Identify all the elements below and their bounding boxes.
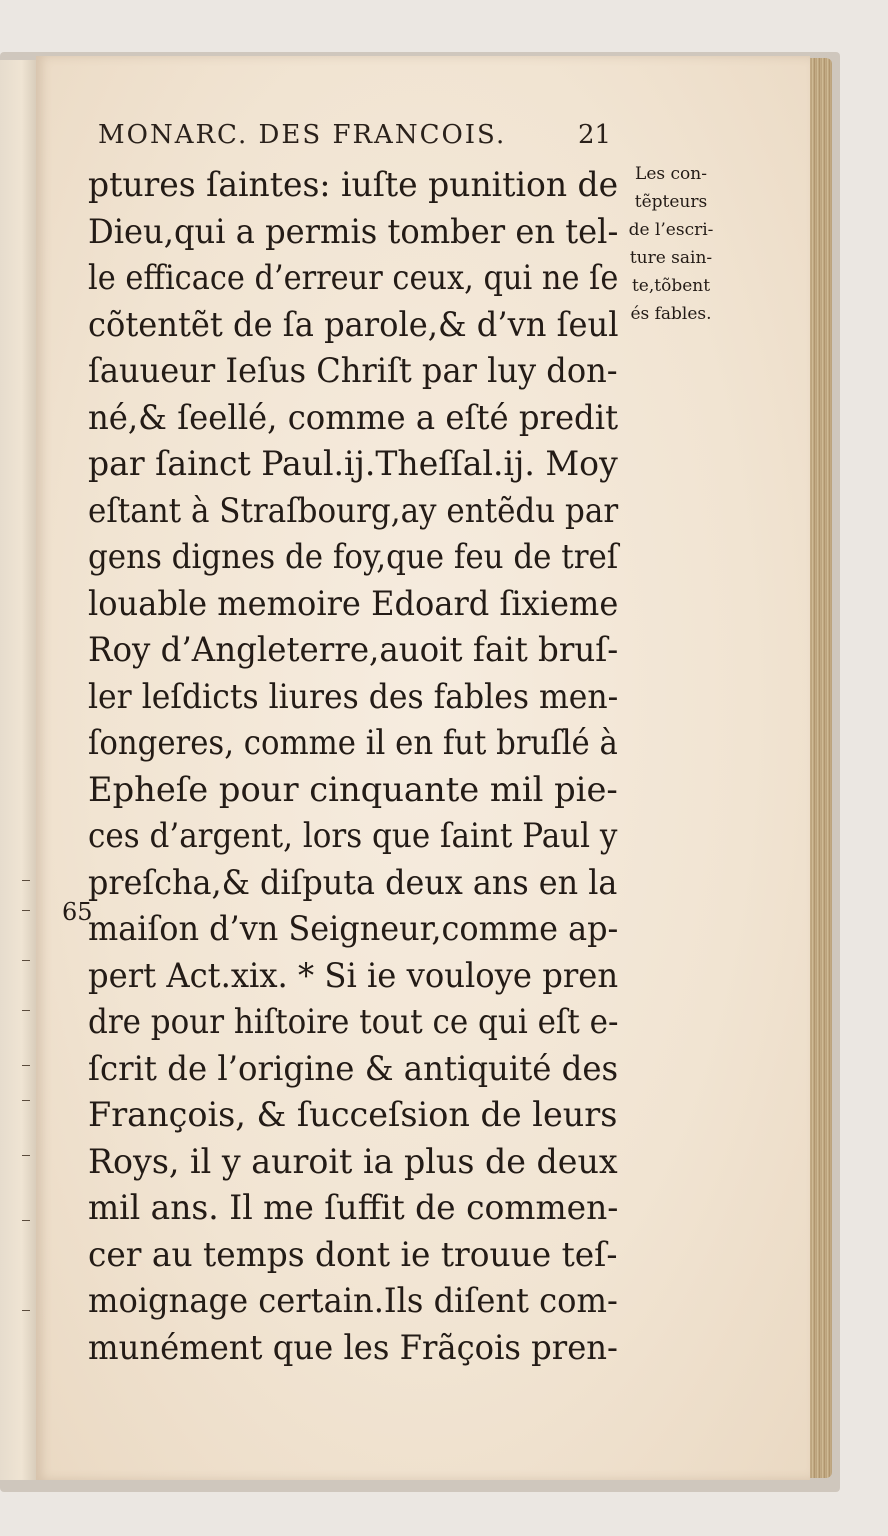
text-line: ces d’argent, lors que ſaint Paul y <box>88 816 618 856</box>
left-page-mark <box>22 1010 30 1011</box>
text-line: ſauueur Ieſus Chriſt par luy don- <box>88 351 618 391</box>
text-line: preſcha,& diſputa deux ans en la <box>88 862 618 903</box>
left-page-mark <box>22 960 30 961</box>
margin-note-line: ture sain- <box>629 248 713 268</box>
text-line: ſongeres, comme il en fut bruſlé à <box>88 723 618 763</box>
left-page-mark <box>22 1220 30 1221</box>
text-line: dre pour hiſtoire tout ce qui eſt e- <box>88 1002 619 1042</box>
margin-note-line: de l’escri- <box>628 220 714 240</box>
line-number-marker: 65 <box>62 898 93 926</box>
text-line: le efficace d’erreur ceux, qui ne ſe <box>88 258 619 298</box>
text-line: Epheſe pour cinquante mil pie- <box>88 769 618 810</box>
margin-note-line: Les con- <box>635 164 707 184</box>
left-page-mark <box>22 1310 30 1311</box>
text-line: ptures ſaintes: iuſte punition de <box>88 165 619 205</box>
text-line: Roy d’Angleterre,auoit fait bruſ- <box>88 630 619 670</box>
left-page-mark <box>22 1065 30 1066</box>
text-line: mil ans. Il me ſuffit de commen- <box>88 1188 619 1228</box>
text-line: gens dignes de foy,que feu de treſ <box>88 537 619 577</box>
text-line: Dieu,qui a permis tomber en tel- <box>88 211 619 252</box>
left-page-mark <box>22 910 30 911</box>
page-number: 21 <box>578 120 612 150</box>
left-page-mark <box>22 1155 30 1156</box>
text-line: pert Act.xix. * Si ie vouloye pren <box>88 955 619 996</box>
left-page-edge <box>0 60 38 1480</box>
text-line: Roys, il y auroit ia plus de deux <box>88 1141 618 1182</box>
text-line: par ſainct Paul.ij.Theſſal.ij. Moy <box>88 444 618 484</box>
text-line: né,& ſeellé, comme a eſté predit <box>88 397 619 438</box>
body-text <box>88 162 628 1371</box>
left-page-mark <box>22 880 30 881</box>
text-line: eſtant à Straſbourg,ay entẽdu par <box>88 490 619 531</box>
text-line: ler leſdicts liures des fables men- <box>88 676 619 717</box>
margin-note-line: és fables. <box>630 304 712 324</box>
text-line: ſcrit de l’origine & antiquité des <box>88 1048 619 1089</box>
margin-note-line: tẽpteurs <box>634 192 708 212</box>
margin-note-line: te,tõbent <box>631 276 711 296</box>
margin-note <box>616 160 726 328</box>
text-line: maiſon d’vn Seigneur,comme ap- <box>88 909 619 949</box>
left-page-mark <box>22 1100 30 1101</box>
text-line: cer au temps dont ie trouue teſ- <box>88 1234 618 1275</box>
running-title: MONARC. DES FRANCOIS. <box>98 120 507 150</box>
text-line: moignage certain.Ils diſent com- <box>88 1281 618 1321</box>
text-line: louable memoire Edoard ſixieme <box>88 583 619 624</box>
text-line: cõtentẽt de ſa parole,& d’vn ſeul <box>88 304 619 345</box>
text-line: munément que les Frãçois pren- <box>88 1327 618 1368</box>
text-line: François, & ſucceſsion de leurs <box>88 1095 618 1135</box>
